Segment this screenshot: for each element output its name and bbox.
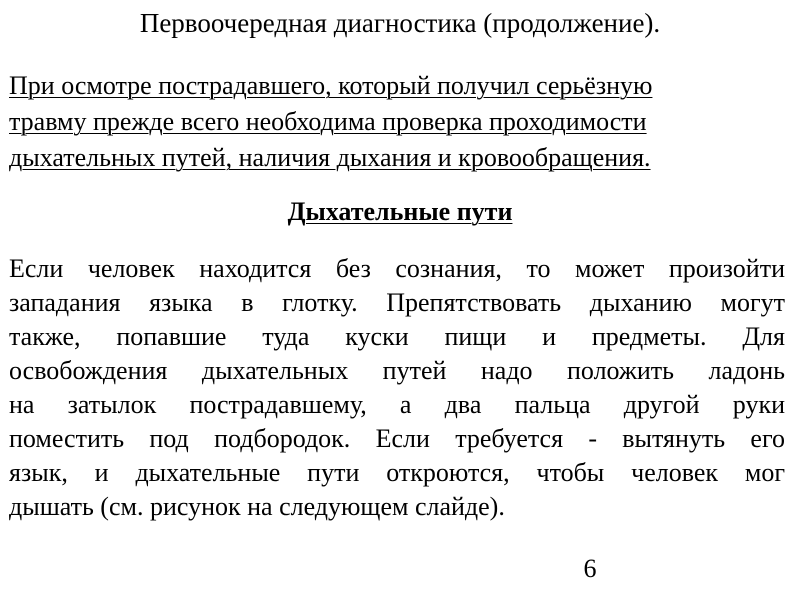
- intro-line: При осмотре пострадавшего, который получил серьёзную: [9, 71, 653, 100]
- body-paragraph: [9, 252, 785, 524]
- body-line: поместить под подбородок. Если требуется - вытянуть его: [9, 424, 785, 453]
- body-line: язык, и дыхательные пути откроются, чтобы человек мог: [9, 458, 785, 487]
- section-heading: Дыхательные пути: [287, 197, 513, 226]
- body-line: дышать (см. рисунок на следующем слайде).: [9, 492, 505, 521]
- page-number: 6: [583, 554, 597, 583]
- intro-line: травму прежде всего необходима проверка проходимости: [9, 107, 647, 136]
- intro-line: дыхательных путей, наличия дыхания и кровообращения.: [9, 143, 651, 172]
- body-line: освобождения дыхательных путей надо положить ладонь: [9, 356, 785, 385]
- body-line: Если человек находится без сознания, то может произойти: [9, 254, 785, 283]
- body-line: также, попавшие туда куски пищи и предметы. Для: [9, 322, 785, 351]
- body-line: на затылок пострадавшему, а два пальца другой руки: [9, 390, 785, 419]
- slide-title: Первоочередная диагностика (продолжение).: [139, 8, 661, 38]
- body-line: западания языка в глотку. Препятствовать дыханию могут: [9, 288, 785, 317]
- intro-paragraph: [9, 68, 785, 176]
